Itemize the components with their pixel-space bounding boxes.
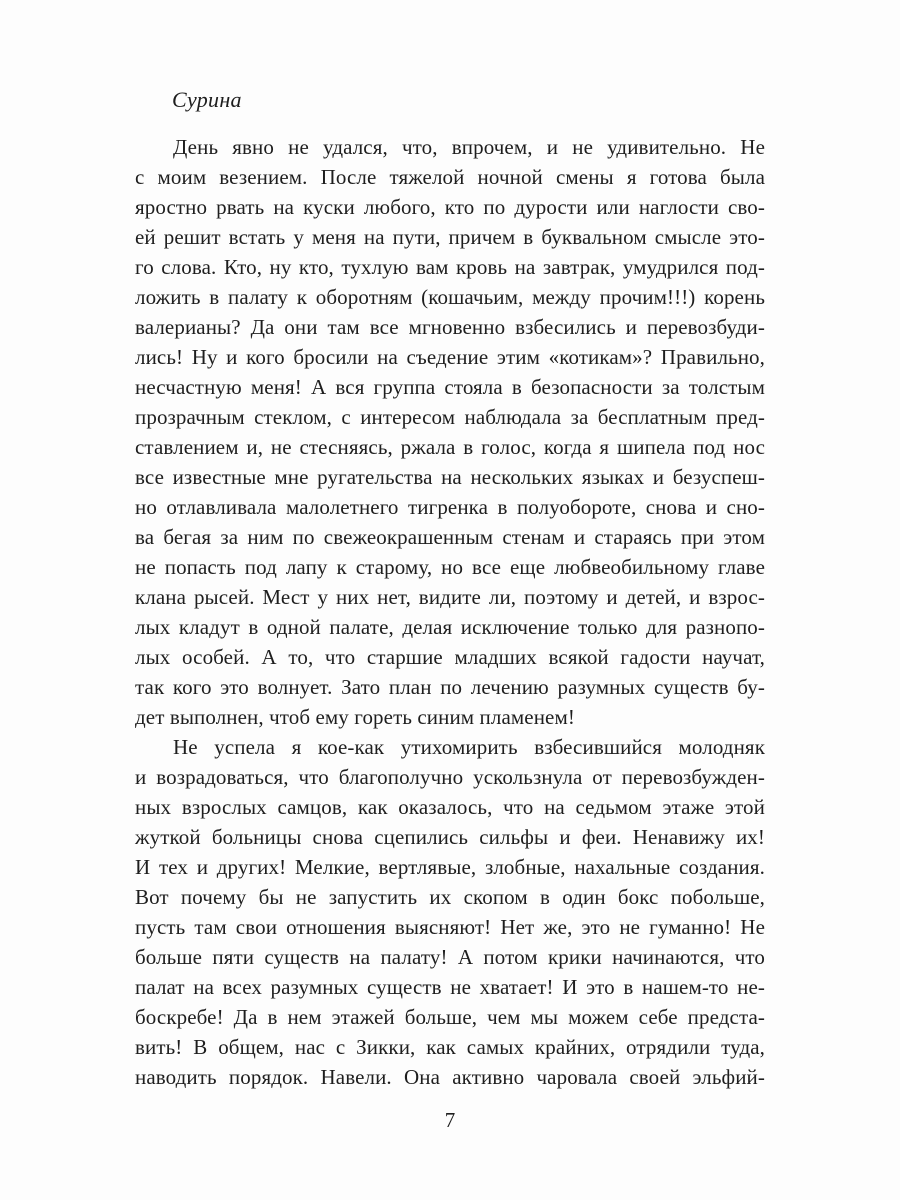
text-line: вить! В общем, нас с Зикки, как самых крайних, отрядили туда,: [135, 1035, 765, 1059]
chapter-header: Сурина: [172, 87, 242, 112]
text-line: лых особей. А то, что старшие младших всякой гадости научат,: [135, 645, 765, 669]
text-line: Вот почему бы не запустить их скопом в один бокс побольше,: [135, 885, 765, 909]
text-line: но отлавливала малолетнего тигренка в полуобороте, снова и сно-: [135, 495, 765, 519]
text-line: Не успела я кое-как утихомирить взбесившийся молодняк: [173, 735, 765, 759]
text-line: жуткой больницы снова сцепились сильфы и феи. Ненавижу их!: [135, 825, 765, 849]
text-line: пусть там свои отношения выясняют! Нет же, это не гуманно! Не: [135, 915, 765, 939]
text-line: прозрачным стеклом, с интересом наблюдала за бесплатным пред-: [135, 405, 765, 429]
text-line: с моим везением. После тяжелой ночной смены я готова была: [135, 165, 765, 189]
text-line: ва бегая за ним по свежеокрашенным стенам и стараясь при этом: [135, 525, 765, 549]
text-line: несчастную меня! А вся группа стояла в безопасности за толстым: [135, 375, 765, 399]
text-line: День явно не удался, что, впрочем, и не удивительно. Не: [173, 135, 765, 159]
text-line: И тех и других! Мелкие, вертлявые, злобные, нахальные создания.: [135, 855, 765, 879]
text-line: наводить порядок. Навели. Она активно чаровала своей эльфий-: [135, 1065, 765, 1089]
text-line: так кого это волнует. Зато план по лечению разумных существ бу-: [135, 675, 765, 699]
page-body: [135, 132, 765, 1092]
text-line: лись! Ну и кого бросили на съедение этим «котикам»? Правильно,: [135, 345, 765, 369]
text-line: лых кладут в одной палате, делая исключение только для разнопо-: [135, 615, 765, 639]
text-line: клана рысей. Мест у них нет, видите ли, поэтому и детей, и взрос-: [135, 585, 765, 609]
text-line: го слова. Кто, ну кто, тухлую вам кровь на завтрак, умудрился под-: [135, 255, 765, 279]
page-number: 7: [444, 1108, 456, 1132]
text-line: ставлением и, не стесняясь, ржала в голос, когда я шипела под нос: [135, 435, 765, 459]
text-line: больше пяти существ на палату! А потом крики начинаются, что: [135, 945, 765, 969]
text-line: палат на всех разумных существ не хватает! И это в нашем-то не-: [135, 975, 765, 999]
text-line: ложить в палату к оборотням (кошачьим, между прочим!!!) корень: [135, 285, 765, 309]
text-line: валерианы? Да они там все мгновенно взбесились и перевозбуди-: [135, 315, 765, 339]
text-line: ных взрослых самцов, как оказалось, что на седьмом этаже этой: [135, 795, 765, 819]
text-line: дет выполнен, чтоб ему гореть синим пламенем!: [135, 705, 575, 729]
text-line: не попасть под лапу к старому, но все еще любвеобильному главе: [135, 555, 765, 579]
text-line: боскребе! Да в нем этажей больше, чем мы можем себе предста-: [135, 1005, 765, 1029]
text-line: яростно рвать на куски любого, кто по дурости или наглости сво-: [135, 195, 765, 219]
text-line: и возрадоваться, что благополучно ускользнула от перевозбужден-: [135, 765, 765, 789]
text-line: ей решит встать у меня на пути, причем в буквальном смысле это-: [135, 225, 765, 249]
text-line: все известные мне ругательства на нескольких языках и безуспеш-: [135, 465, 765, 489]
